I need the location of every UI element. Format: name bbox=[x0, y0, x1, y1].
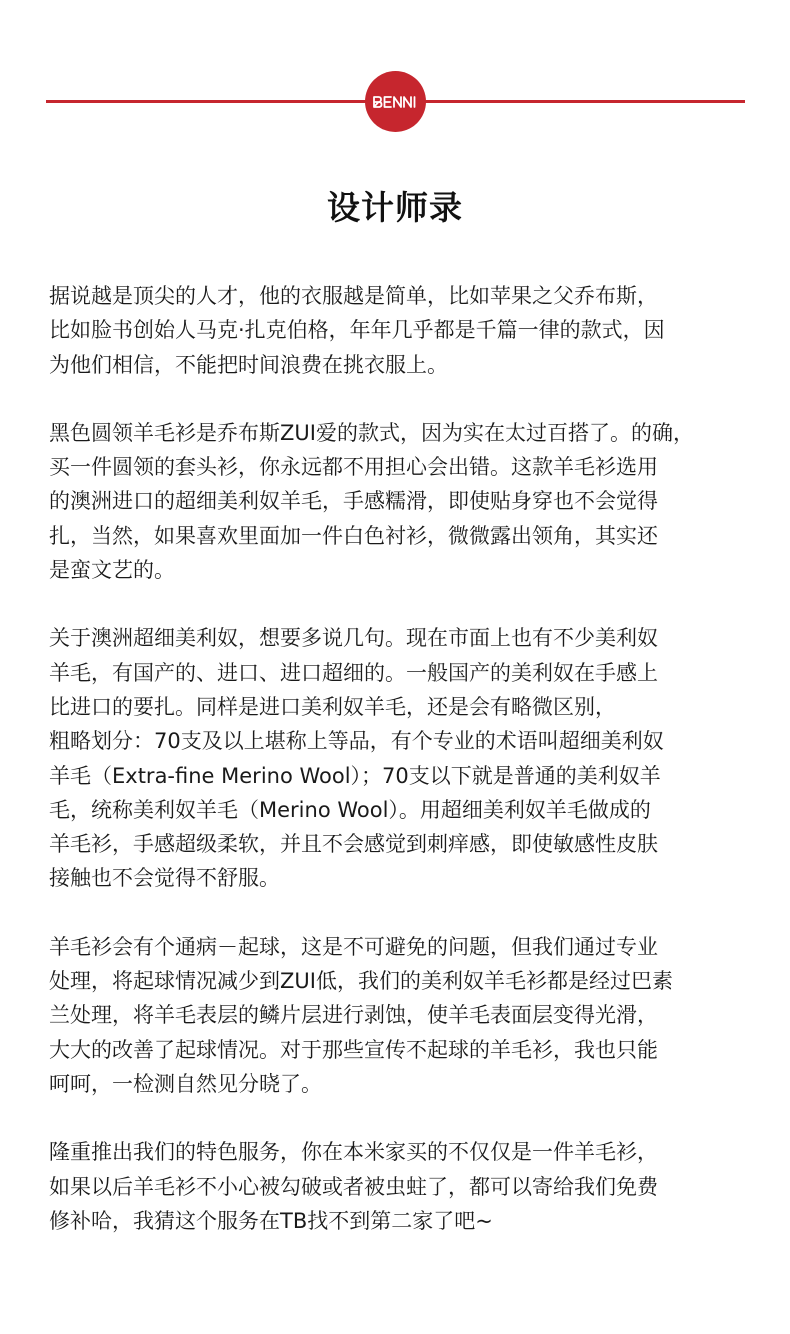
text-line: 扎，当然，如果喜欢里面加一件白色衬衫，微微露出领角，其实还 bbox=[49, 523, 658, 548]
text-line: 买一件圆领的套头衫，你永远都不用担心会出错。这款羊毛衫选用 bbox=[49, 455, 658, 480]
article-body bbox=[49, 279, 775, 1272]
paragraph-intro bbox=[49, 279, 775, 382]
text-line: 修补哈，我猜这个服务在TB找不到第二家了吧~ bbox=[49, 1208, 493, 1233]
text-line: 为他们相信，不能把时间浪费在挑衣服上。 bbox=[49, 352, 448, 377]
text-line: 比如脸书创始人马克·扎克伯格，年年几乎都是千篇一律的款式，因 bbox=[49, 318, 665, 343]
text-line: 毛，统称美利奴羊毛（Merino Wool）。用超细美利奴羊毛做成的 bbox=[49, 797, 651, 822]
text-line: 呵呵，一检测自然见分晓了。 bbox=[49, 1071, 322, 1096]
text-line: 的澳洲进口的超细美利奴羊毛，手感糯滑，即使贴身穿也不会觉得 bbox=[49, 489, 658, 514]
text-line: 羊毛衫会有个通病－起球，这是不可避免的问题，但我们通过专业 bbox=[49, 934, 658, 959]
text-line: 比进口的要扎。同样是进口美利奴羊毛，还是会有略微区别， bbox=[49, 694, 616, 719]
text-line: 接触也不会觉得不舒服。 bbox=[49, 866, 280, 891]
text-line: 处理，将起球情况减少到ZUI低，我们的美利奴羊毛衫都是经过巴素 bbox=[49, 969, 673, 994]
text-line: 羊毛衫，手感超级柔软，并且不会感觉到刺痒感，即使敏感性皮肤 bbox=[49, 832, 658, 857]
page-title: 设计师录 bbox=[327, 188, 463, 228]
text-line: 羊毛，有国产的、进口、进口超细的。一般国产的美利奴在手感上 bbox=[49, 660, 658, 685]
text-line: 隆重推出我们的特色服务，你在本米家买的不仅仅是一件羊毛衫， bbox=[49, 1140, 658, 1165]
brand-logo-wordmark bbox=[372, 95, 420, 109]
paragraph-pilling bbox=[49, 930, 775, 1101]
text-line: 羊毛（Extra-fine Merino Wool）；70支以下就是普通的美利奴羊 bbox=[49, 763, 661, 788]
text-line: 兰处理，将羊毛表层的鳞片层进行剥蚀，使羊毛表面层变得光滑， bbox=[49, 1003, 658, 1028]
text-line: 大大的改善了起球情况。对于那些宣传不起球的羊毛衫，我也只能 bbox=[49, 1037, 658, 1062]
text-line: 如果以后羊毛衫不小心被勾破或者被虫蛀了，都可以寄给我们免费 bbox=[49, 1174, 658, 1199]
paragraph-merino bbox=[49, 621, 775, 895]
header-divider-left bbox=[46, 100, 368, 103]
paragraph-black-sweater bbox=[49, 416, 775, 587]
text-line: 粗略划分：70支及以上堪称上等品，有个专业的术语叫超细美利奴 bbox=[49, 729, 664, 754]
text-line: 据说越是顶尖的人才，他的衣服越是简单，比如苹果之父乔布斯， bbox=[49, 284, 658, 308]
brand-logo bbox=[365, 71, 426, 132]
paragraph-repair-service bbox=[49, 1135, 775, 1238]
text-line: 关于澳洲超细美利奴，想要多说几句。现在市面上也有不少美利奴 bbox=[49, 626, 658, 651]
header-divider-right bbox=[424, 100, 745, 103]
text-line: 黑色圆领羊毛衫是乔布斯ZUI爱的款式，因为实在太过百搭了。的确， bbox=[49, 420, 694, 445]
text-line: 是蛮文艺的。 bbox=[49, 558, 175, 583]
